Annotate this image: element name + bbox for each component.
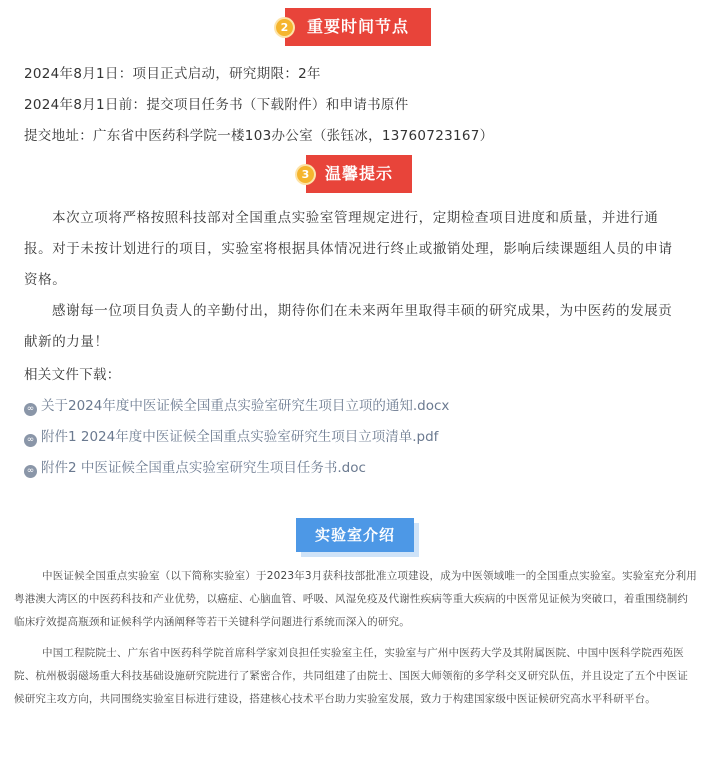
- tips-paragraph-2: 感谢每一位项目负责人的辛勤付出，期待你们在未来两年里取得丰硕的研究成果，为中医药的发展贡献新的力量！: [24, 303, 673, 350]
- timeline-item: 2024年8月1日：项目正式启动，研究期限：2年: [24, 66, 321, 82]
- intro-paragraph-1: [14, 565, 698, 634]
- section-title-pill: [285, 8, 431, 46]
- downloads-label: 相关文件下载：: [24, 367, 121, 383]
- section-header-tips: [0, 155, 712, 195]
- file-link[interactable]: [24, 394, 449, 416]
- file-link-text[interactable]: 附件2 中医证候全国重点实验室研究生项目任务书.doc: [41, 460, 366, 476]
- section-title-pill: [306, 155, 412, 193]
- file-link-text[interactable]: 附件1 2024年度中医证候全国重点实验室研究生项目立项清单.pdf: [41, 429, 439, 445]
- file-link-text[interactable]: 关于2024年度中医证候全国重点实验室研究生项目立项的通知.docx: [41, 398, 450, 414]
- link-icon: ∞: [24, 465, 37, 478]
- link-icon: ∞: [24, 403, 37, 416]
- intro-paragraph-2: [14, 642, 698, 711]
- file-link[interactable]: [24, 456, 366, 478]
- tips-paragraph-1: 本次立项将严格按照科技部对全国重点实验室管理规定进行，定期检查项目进度和质量，并进行通报。对于未按计划进行的项目，实验室将根据具体情况进行终止或撤销处理，影响后续课题组人员的申请资格。: [24, 210, 673, 288]
- intro-paragraph-1-text: 中医证候全国重点实验室（以下简称实验室）于2023年3月获科技部批准立项建设，成为中医领域唯一的全国重点实验室。实验室充分利用粤港澳大湾区的中医药科技和产业优势，以癌症、心脑血管、呼吸、风湿免疫及代谢性疾病等重大疾病的中医常见证候为突破口，着重围绕制约临床疗效提高瓶颈和证候科学内涵阐释等若干关键科学问题进行系统而深入的研究。: [14, 570, 697, 628]
- timeline-item: 提交地址：广东省中医药科学院一楼103办公室（张钰冰，13760723167）: [24, 128, 494, 144]
- section-header-timeline: [0, 8, 712, 48]
- timeline-item: 2024年8月1日前：提交项目任务书（下载附件）和申请书原件: [24, 97, 409, 113]
- section-title: 重要时间节点: [306, 17, 409, 36]
- file-link[interactable]: [24, 425, 438, 447]
- section-number-badge: 2: [276, 19, 293, 36]
- section-number-badge: 3: [297, 166, 314, 183]
- section-title: 温馨提示: [324, 164, 393, 183]
- intro-paragraph-2-text: 中国工程院院士、广东省中医药科学院首席科学家刘良担任实验室主任，实验室与广州中医药大学及其附属医院、中国中医科学院西苑医院、杭州极弱磁场重大科技基础设施研究院进行了紧密合作，共同组建了由院士、国医大师领衔的多学科交叉研究队伍，并且设定了五个中医证候研究主攻方向，共同围绕实验室目标进行建设，搭建核心技术平台助力实验室发展，致力于构建国家级中医证候研究高水平科研平台。: [14, 647, 689, 705]
- intro-title: 实验室介绍: [296, 518, 414, 552]
- link-icon: ∞: [24, 434, 37, 447]
